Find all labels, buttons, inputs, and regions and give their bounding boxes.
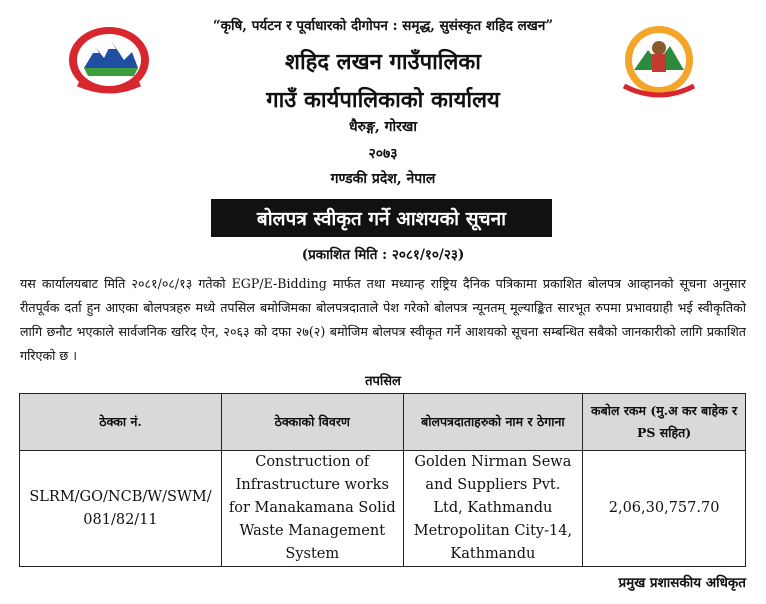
- municipality-title: शहिद लखन गाउँपालिका: [284, 49, 481, 75]
- cell-amount: 2,06,30,757.70: [583, 451, 746, 567]
- establishment-year: २०७३: [368, 146, 398, 162]
- cell-description: Construction of Infrastructure works for Manakamana Solid Waste Management System: [221, 451, 403, 567]
- published-date: (प्रकाशित मिति : २०८१/१०/२३): [301, 247, 465, 263]
- notice-paragraph: यस कार्यालयबाट मिति २०८१/०८/१३ गतेको EGP/E-Bidding मार्फत तथा मध्यान्ह राष्ट्रिय दैनिक पत्रिकामा प्रकाशित बोलपत्र आव्हानको सूचना अनुसार रीतपूर्वक दर्ता हुन आएका बोलपत्रहरु मध्ये तपसिल बमोजिमका बोलपत्रदाताले पेश गरेको बोलपत्र न्यूनतम् मूल्याङ्कित सारभूत रुपमा प्रभावग्राही भई स्वीकृतिको लागि छनौट भएकाले सार्वजनिक खरिद ऐन, २०६३ को दफा २७(२) बमोजिम बोलपत्र स्वीकृत गर्ने आशयको सूचना सम्बन्धित सबैको जानकारीको लागि प्रकाशित गरिएको छ ।: [20, 276, 746, 363]
- office-title: गाउँ कार्यपालिकाको कार्यालय: [266, 87, 500, 113]
- bid-table: [19, 393, 746, 567]
- cell-bidder: Golden Nirman Sewa and Suppliers Pvt. Ltd, Kathmandu Metropolitan City-14, Kathmandu: [403, 451, 583, 567]
- table-row: [20, 451, 746, 567]
- column-header-bidder: बोलपत्रदाताहरुको नाम र ठेगाना: [403, 394, 583, 451]
- notice-banner: [211, 199, 552, 237]
- office-address: धैरुङ्ग, गोरखा: [349, 119, 417, 135]
- province: गण्डकी प्रदेश, नेपाल: [330, 171, 436, 187]
- table-header-row: [20, 394, 746, 451]
- signatory-title: प्रमुख प्रशासकीय अधिकृत: [618, 575, 746, 591]
- column-header-amount: कबोल रकम (मु.अ कर बाहेक र PS सहित): [583, 394, 746, 451]
- schedule-heading: तपसिल: [365, 374, 401, 389]
- cell-contract-no: SLRM/GO/NCB/W/SWM/ 081/82/11: [20, 451, 222, 567]
- slogan: “कृषि, पर्यटन र पूर्वाधारको दीगोपन : समृद्ध, सुसंस्कृत शहिद लखन”: [212, 18, 554, 34]
- notice-banner-label: बोलपत्र स्वीकृत गर्ने आशयको सूचना: [256, 208, 507, 230]
- column-header-description: ठेक्काको विवरण: [221, 394, 403, 451]
- column-header-contract-no: ठेक्का नं.: [20, 394, 222, 451]
